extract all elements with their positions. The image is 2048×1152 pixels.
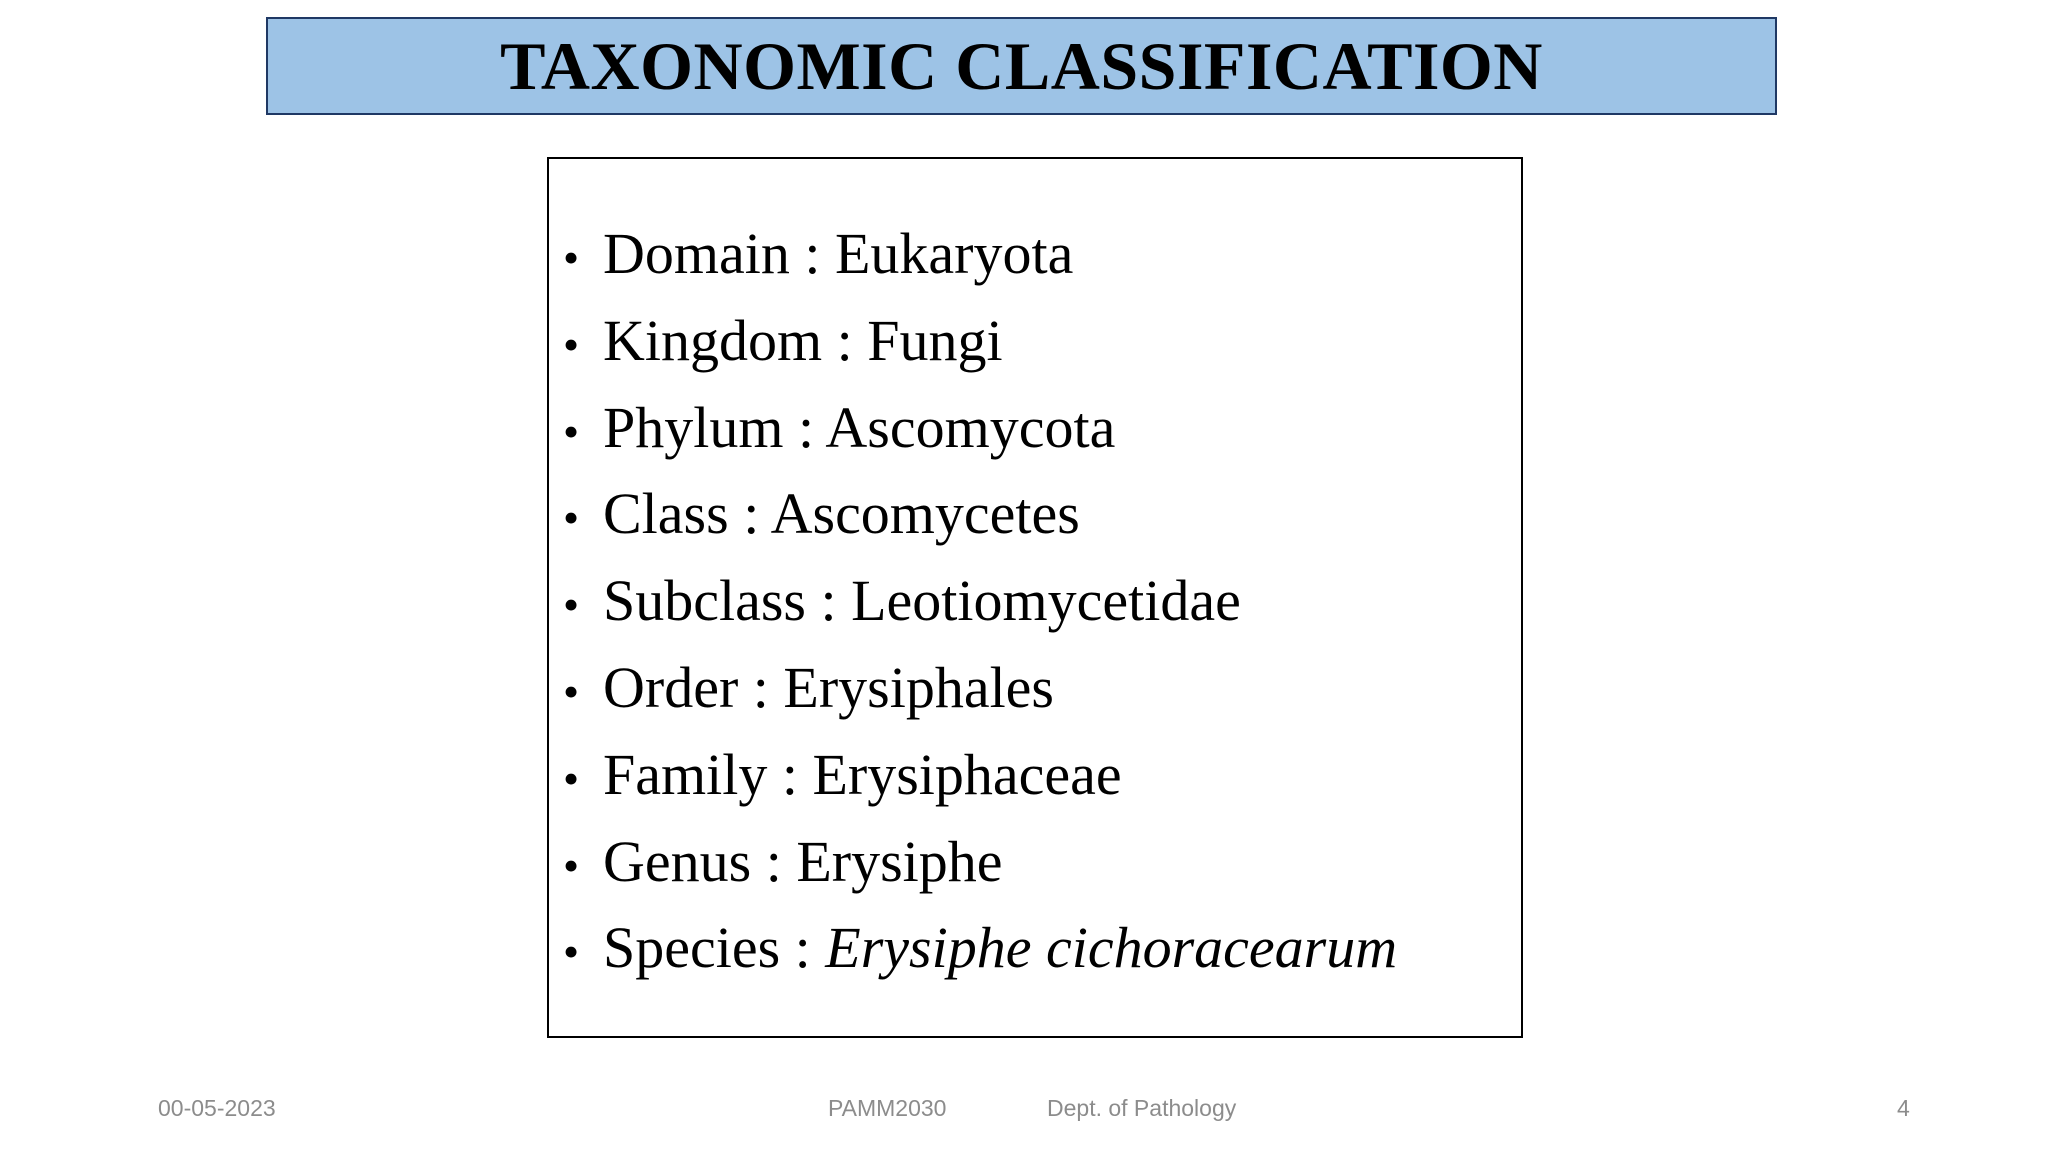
rank-label: Species	[603, 915, 781, 981]
separator: :	[783, 394, 826, 460]
bullet-icon: •	[563, 665, 580, 717]
bullet-icon: •	[563, 492, 580, 544]
list-item-kingdom	[563, 298, 1397, 385]
rank-value: Leotiomycetidae	[851, 568, 1241, 634]
bullet-icon: •	[563, 405, 580, 457]
separator: :	[780, 915, 826, 981]
footer-course-code: PAMM2030	[828, 1095, 947, 1121]
classification-list	[563, 211, 1397, 992]
list-item-species	[563, 905, 1397, 992]
title-banner	[266, 17, 1777, 115]
bullet-icon: •	[563, 318, 580, 370]
rank-value: Eukaryota	[834, 221, 1074, 286]
separator: :	[789, 221, 835, 286]
rank-label: Phylum	[603, 394, 784, 460]
rank-value: Fungi	[867, 307, 1003, 373]
list-item-class	[563, 471, 1397, 558]
list-item-phylum	[563, 385, 1397, 472]
separator: :	[738, 654, 784, 720]
rank-label: Order	[603, 654, 739, 720]
list-item-genus	[563, 819, 1397, 906]
rank-value: Erysiphaceae	[812, 741, 1122, 807]
slide-title: TAXONOMIC CLASSIFICATION	[500, 28, 1543, 104]
rank-value: Erysiphe cichoracearum	[825, 915, 1398, 981]
separator: :	[767, 741, 813, 807]
bullet-icon: •	[563, 839, 580, 891]
rank-label: Class	[603, 481, 729, 547]
rank-label: Kingdom	[603, 307, 823, 373]
rank-label: Subclass	[603, 568, 806, 634]
rank-label: Genus	[603, 828, 752, 894]
rank-label: Domain	[603, 221, 790, 286]
separator: :	[751, 828, 797, 894]
footer-department: Dept. of Pathology	[1047, 1095, 1237, 1121]
bullet-icon: •	[563, 752, 580, 804]
classification-box	[547, 157, 1523, 1038]
separator: :	[728, 481, 771, 547]
bullet-icon: •	[563, 926, 580, 978]
list-item-family	[563, 732, 1397, 819]
rank-value: Ascomycota	[825, 394, 1116, 460]
rank-value: Erysiphales	[783, 654, 1054, 720]
rank-value: Ascomycetes	[770, 481, 1080, 547]
bullet-icon: •	[563, 579, 580, 631]
separator: :	[806, 568, 852, 634]
bullet-icon: •	[563, 232, 580, 283]
list-item-subclass	[563, 558, 1397, 645]
rank-label: Family	[603, 741, 768, 807]
rank-value: Erysiphe	[796, 828, 1003, 894]
list-item-order	[563, 645, 1397, 732]
separator: :	[822, 307, 868, 373]
footer-page-number: 4	[1897, 1095, 1910, 1121]
list-item-domain	[563, 211, 1397, 298]
footer-date: 00-05-2023	[158, 1095, 276, 1121]
